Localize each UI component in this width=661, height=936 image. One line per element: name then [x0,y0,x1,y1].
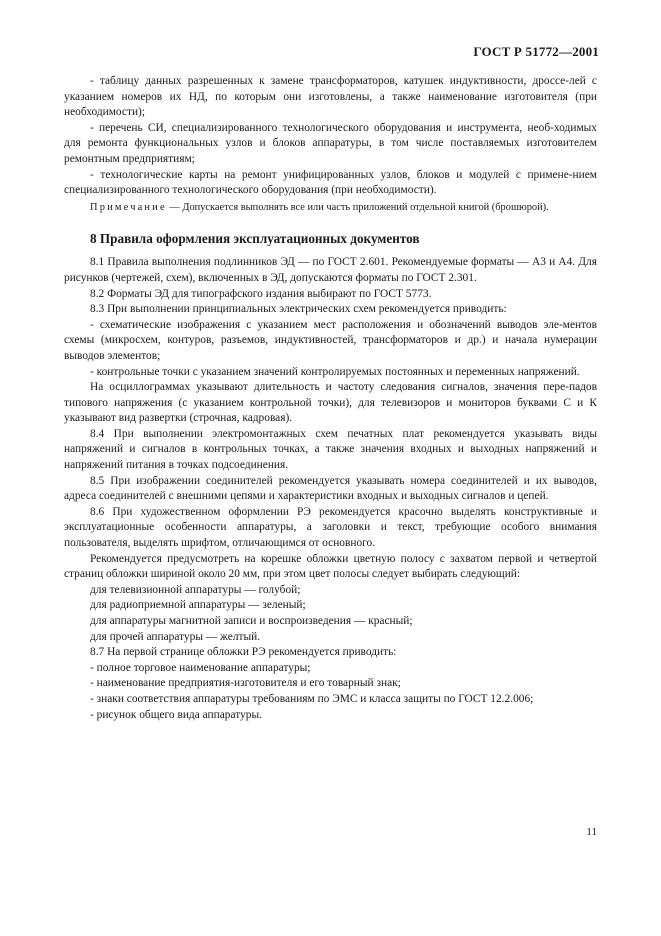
standard-code: ГОСТ Р 51772—2001 [473,44,599,59]
intro-item: - перечень СИ, специализированного технологического оборудования и инструмента, необ-ходимых для ремонта функциональных узлов и блоков аппаратуры, в том числе поставляемых изготовителем ремонтным предприятиям; [64,121,597,165]
paragraph: 8.5 При изображении соединителей рекомендуется указывать номера соединителей и их выводов, адреса соединителей с внешними цепями и характеристики входных и выходных сигналов и цепей. [64,474,597,503]
note-text: — Допускается выполнять все или часть приложений отдельной книгой (брошюрой). [166,201,549,213]
intro-item: - технологические карты на ремонт унифицированных узлов, блоков и модулей с примене-нием специализированного технологического оборудования (при необходимости). [64,168,597,197]
paragraph: 8.4 При выполнении электромонтажных схем печатных плат рекомендуется указывать виды напряжений и сигналов в контрольных точках, а также значения входных и выходных напряжений и напряжений питания в точках подсоединения. [64,427,597,472]
paragraph: - контрольные точки с указанием значений контролируемых постоянных и переменных напряжений. [90,365,580,378]
intro-item: - таблицу данных разрешенных к замене трансформаторов, катушек индуктивности, дроссе-лей с указанием номеров их НД, по которым они изготовлены, а также наименование изготовителя (при необходимости); [64,75,597,119]
color-list-item: для аппаратуры магнитной записи и воспроизведения — красный; [90,615,413,627]
paragraph: На осциллограммах указывают длительность и частоту следования сигналов, значения пере-падов типового напряжения (с указанием контрольной точки), для телевизоров и мониторов буквами С и К указывают вид развертки (строчная, кадровая). [64,381,597,425]
page-body [64,74,597,723]
cover-list-item: - наименование предприятия-изготовителя и его товарный знак; [90,677,401,690]
page-number: 11 [586,826,597,838]
paragraph: 8.1 Правила выполнения подлинников ЭД — по ГОСТ 2.601. Рекомендуемые форматы — А3 и А4. Для рисунков (чертежей, схем), включенных в ЭД, допускаются форматы по ГОСТ 2.301. [64,256,597,284]
section-title: 8 Правила оформления эксплуатационных документов [90,231,420,247]
cover-list-item: - знаки соответствия аппаратуры требованиям по ЭМС и класса защиты по ГОСТ 12.2.006; [90,692,534,705]
cover-list-item: - рисунок общего вида аппаратуры. [90,708,262,721]
paragraph: - схематические изображения с указанием мест расположения и обозначений выводов эле-ментов схемы (микросхем, контуров, разъемов, индуктивностей, трансформаторов и др.) и начала нумерации выводов элементов; [64,318,597,362]
note [64,200,597,216]
note-label: Примечание [90,201,167,213]
paragraph: 8.2 Форматы ЭД для типографского издания выбирают по ГОСТ 5773. [90,287,432,300]
paragraph: Рекомендуется предусмотреть на корешке обложки цветную полосу с захватом первой и четвертой страниц обложки шириной около 20 мм, при этом цвет полосы следует выбирать следующий: [64,552,597,581]
cover-list-item: - полное торговое наименование аппаратуры; [90,661,311,674]
paragraph: 8.6 При художественном оформлении РЭ рекомендуется красочно выделять конструктивные и эксплуатационные особенности аппаратуры, а заголовки и текст, требующие особого внимания пользователя, выделять шрифтом, отличающимся от основного. [64,505,597,550]
paragraph: 8.7 На первой странице обложки РЭ рекомендуется приводить: [90,646,397,659]
color-list-item: для телевизионной аппаратуры — голубой; [90,583,301,596]
color-list-item: для радиоприемной аппаратуры — зеленый; [90,599,306,612]
paragraph: 8.3 При выполнении принципиальных электрических схем рекомендуется приводить: [90,303,507,316]
color-list-item: для прочей аппаратуры — желтый. [90,630,261,643]
